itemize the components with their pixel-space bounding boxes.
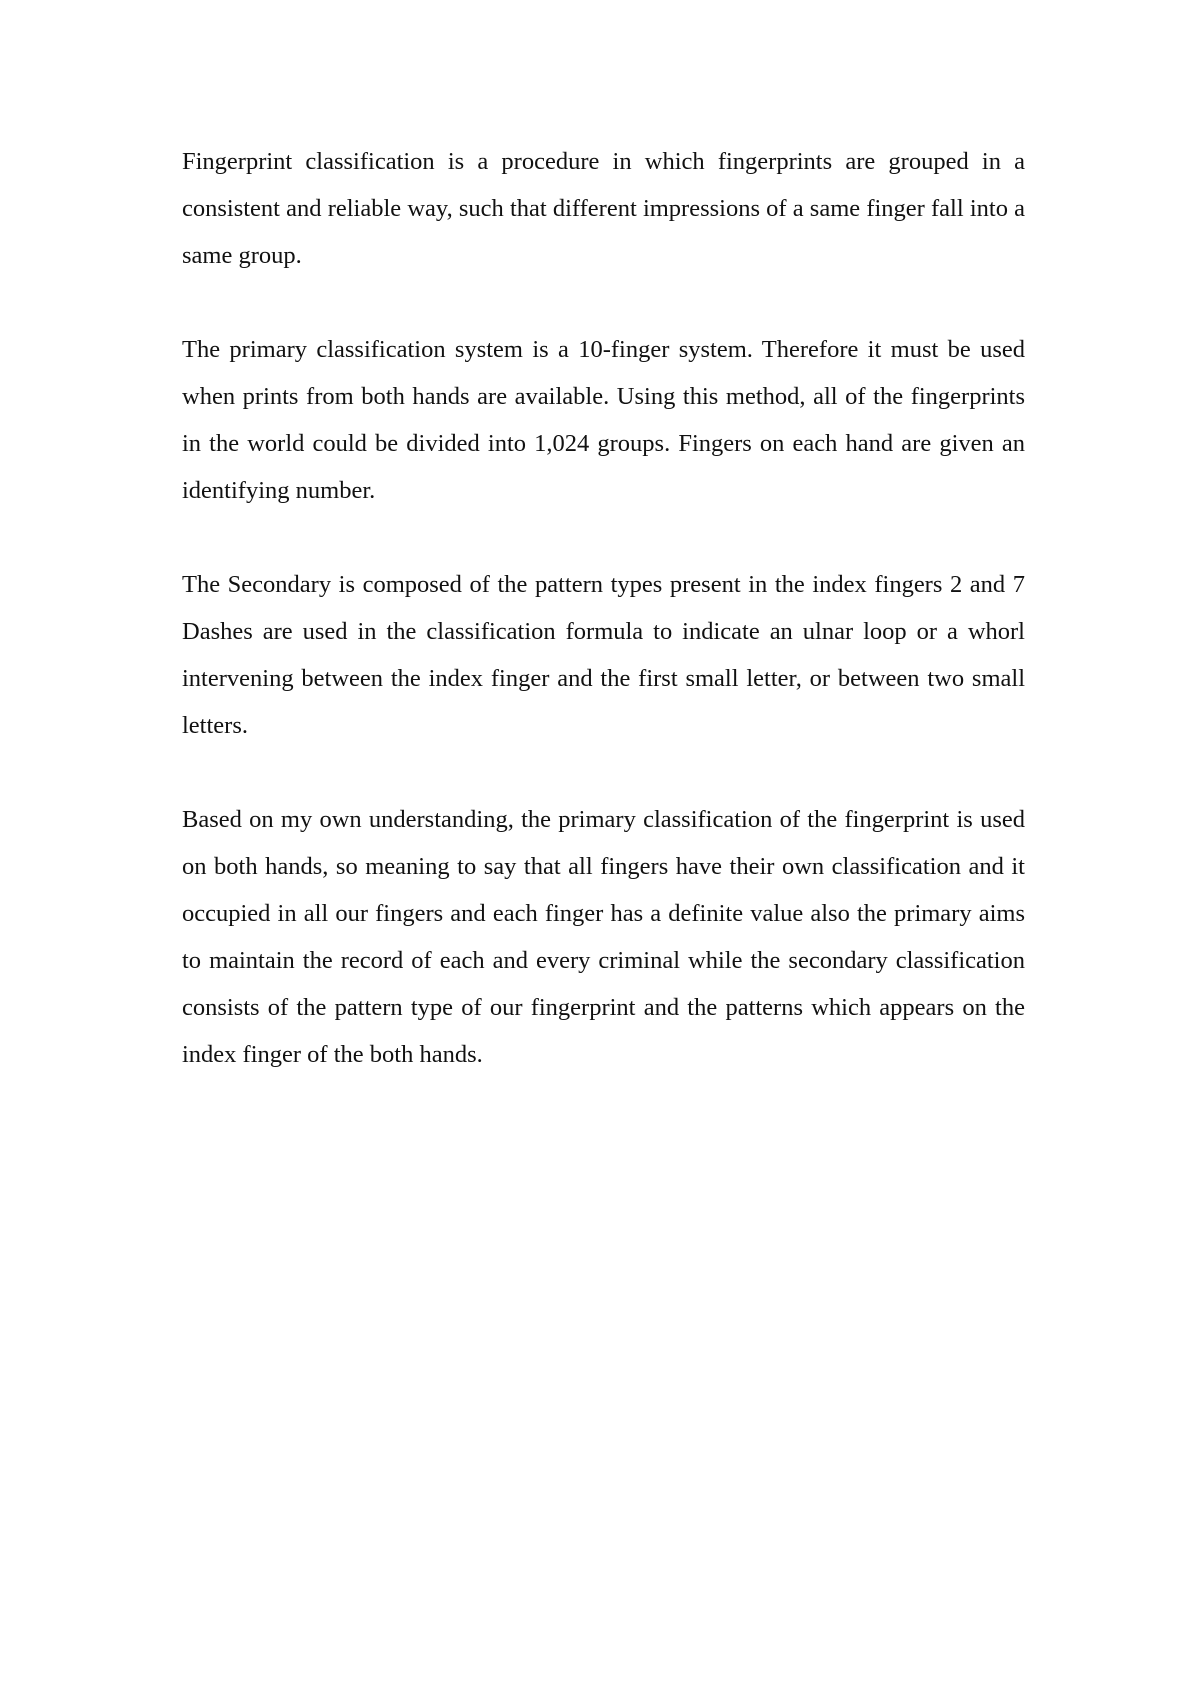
document-body bbox=[182, 138, 1025, 1125]
paragraph-primary-classification: The primary classification system is a 10-finger system. Therefore it must be used when prints from both hands are available. Using this method, all of the fingerprints in the world could be divided into 1,024 groups. Fingers on each hand are given an identifying number. bbox=[182, 336, 1025, 504]
paragraph-own-understanding: Based on my own understanding, the primary classification of the fingerprint is used on both hands, so meaning to say that all fingers have their own classification and it occupied in all our fingers and each finger has a definite value also the primary aims to maintain the record of each and every criminal while the secondary classification consists of the pattern type of our fingerprint and the patterns which appears on the index finger of the both hands. bbox=[182, 806, 1025, 1068]
paragraph-secondary-classification: The Secondary is composed of the pattern types present in the index fingers 2 and 7 Dashes are used in the classification formula to indicate an ulnar loop or a whorl intervening between the index finger and the first small letter, or between two small letters. bbox=[182, 571, 1025, 739]
paragraph-definition: Fingerprint classification is a procedure in which fingerprints are grouped in a consistent and reliable way, such that different impressions of a same finger fall into a same group. bbox=[182, 148, 1025, 269]
